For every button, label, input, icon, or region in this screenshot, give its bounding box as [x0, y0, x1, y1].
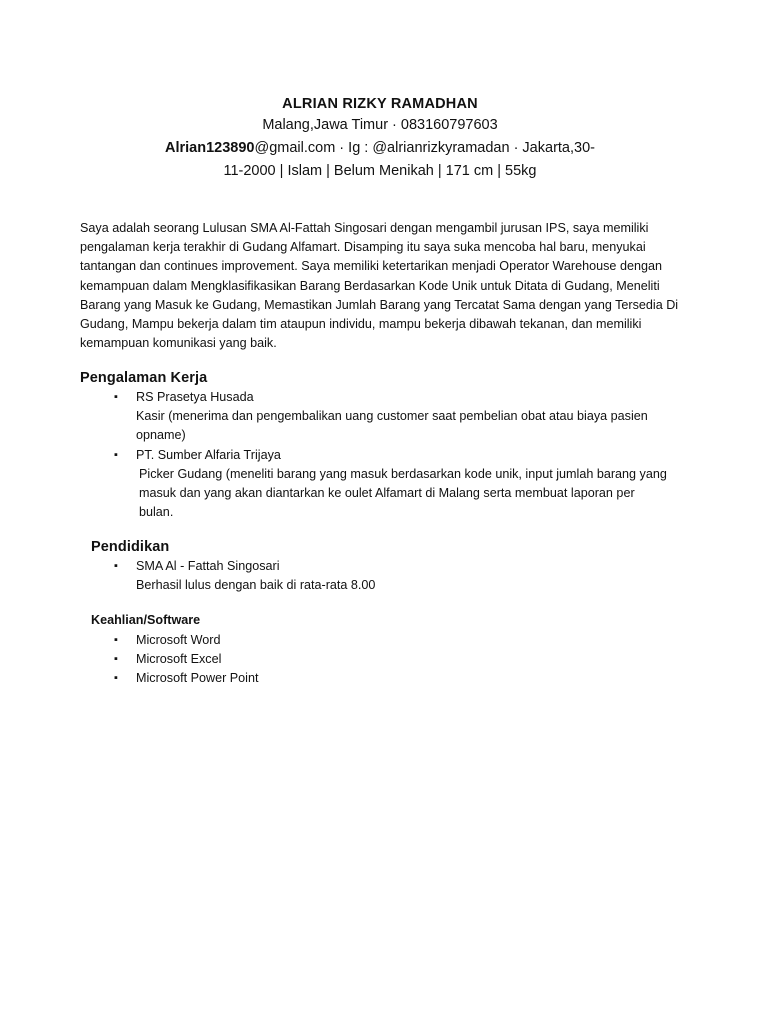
bullet-icon: ▪: [114, 672, 118, 685]
education-description: Berhasil lulus dengan baik di rata-rata 8.00: [136, 578, 376, 593]
experience-item: [112, 388, 672, 446]
bullet-icon: ▪: [114, 448, 118, 461]
education-heading: Pendidikan: [91, 539, 170, 555]
experience-description: Picker Gudang (meneliti barang yang masuk berdasarkan kode unik, input jumlah barang yang masuk dan yang akan diantarkan ke oulet Alfamart di Malang serta membuat laporan per bulan.: [139, 466, 667, 520]
skill-item: [112, 631, 672, 650]
email-username: Alrian123890: [165, 140, 255, 156]
skill-label: Microsoft Word: [136, 633, 221, 647]
skill-label: Microsoft Power Point: [136, 671, 259, 686]
skill-item: [112, 650, 672, 669]
experience-list: [112, 388, 672, 522]
education-school: SMA Al - Fattah Singosari: [136, 559, 280, 573]
applicant-name: ALRIAN RIZKY RAMADHAN: [282, 96, 478, 112]
skill-label: Microsoft Excel: [136, 652, 222, 667]
experience-company: PT. Sumber Alfaria Trijaya: [136, 447, 281, 462]
bullet-icon: ▪: [114, 391, 118, 403]
education-item: [112, 557, 672, 595]
skills-list: [112, 631, 672, 689]
experience-company: RS Prasetya Husada: [136, 390, 254, 404]
profile-summary: Saya adalah seorang Lulusan SMA Al-Fattah Singosari dengan mengambil jurusan IPS, saya memiliki pengalaman kerja terakhir di Gudang Alfamart. Disamping itu saya suka mencoba hal baru, menyukai tantangan dan continues improvement. Saya memiliki ketertarikan menjadi Operator Warehouse dengan kemampuan dalam Mengklasifikasikan Barang Berdasarkan Kode Unik untuk Ditata di Gudang, Meneliti Barang yang Masuk ke Gudang, Memastikan Jumlah Barang yang Tercatat Sama dengan yang Tersedia Di Gudang, Mampu bekerja dalam tim ataupun individu, mampu bekerja dibawah tekanan, dan memiliki kemampuan komunikasi yang baik.: [80, 221, 679, 351]
skills-heading: Keahlian/Software: [91, 613, 201, 627]
experience-item: [112, 446, 672, 523]
education-list: [112, 557, 672, 595]
personal-details: 11-2000 | Islam | Belum Menikah | 171 cm | 55kg: [223, 163, 537, 179]
email-rest: @gmail.com · Ig : @alrianrizkyramadan · Jakarta,30-: [254, 140, 595, 156]
skill-item: [112, 669, 672, 688]
experience-description: Kasir (menerima dan pengembalikan uang customer saat pembelian obat atau biaya pasien opname): [136, 409, 648, 443]
experience-heading: Pengalaman Kerja: [80, 370, 208, 386]
bullet-icon: ▪: [114, 560, 118, 572]
bullet-icon: ▪: [114, 634, 118, 646]
contact-email-instagram: [140, 137, 620, 160]
resume-header: [140, 94, 620, 183]
bullet-icon: ▪: [114, 653, 118, 666]
contact-location-phone: Malang,Jawa Timur · 083160797603: [262, 117, 498, 133]
